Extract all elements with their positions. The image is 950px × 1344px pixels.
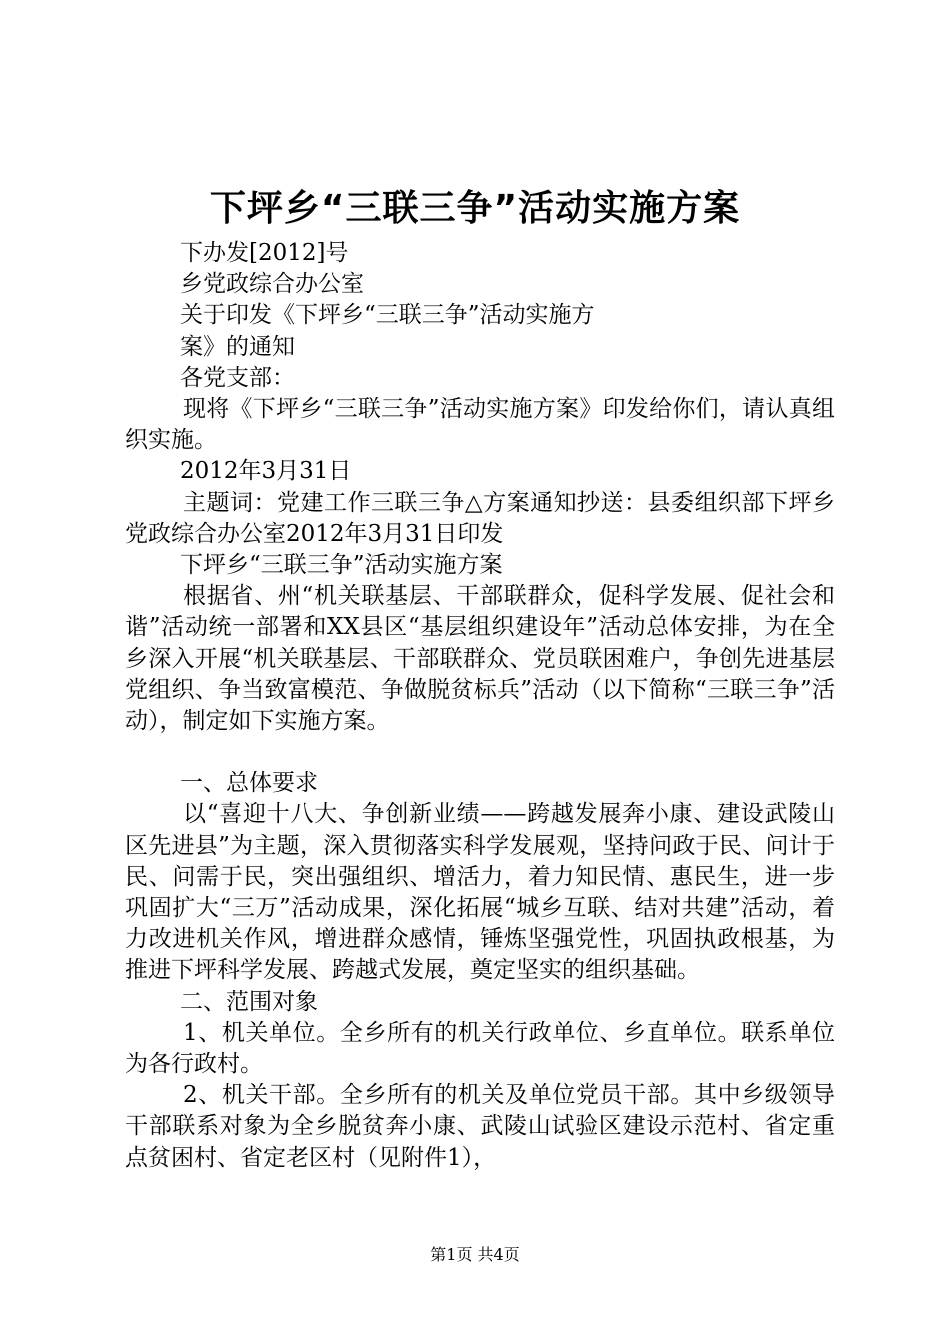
subtitle: 下坪乡“三联三争”活动实施方案 [180, 551, 503, 578]
doc-number: 下办发[2012]号 [180, 240, 349, 266]
intro-paragraph: 现将《下坪乡“三联三争”活动实施方案》印发给你们，请认真组织实施。 [125, 395, 835, 454]
section1-body: 以“喜迎十八大、争创新业绩——跨越发展奔小康、建设武陵山区先进县”为主题，深入贯彻落实科学发展观，坚持问政于民、问计于民、问需于民，突出强组织、增活力，着力知民情、惠民生，进一步巩固扩大“三万”活动成果，深化拓展“城乡互联、结对共建”活动，着力改进机关作风，增进群众感情，锤炼坚强党性，巩固执政根基，为推进下坪科学发展、跨越式发展，奠定坚实的组织基础。 [125, 801, 835, 984]
page-footer: 第1页 共4页 [430, 1245, 520, 1264]
paragraph-gap [125, 737, 835, 768]
notice-title-line1: 关于印发《下坪乡“三联三争”活动实施方 [180, 302, 595, 329]
main-paragraph: 根据省、州“机关联基层、干部联群众，促科学发展、促社会和谐”活动统一部署和XX县区“基层组织建设年”活动总体安排，为在全乡深入开展“机关联基层、干部联群众、党员联困难户，争创先进基层党组织、争当致富模范、争做脱贫标兵”活动（以下简称“三联三争”活动），制定如下实施方案。 [125, 583, 835, 734]
issuer: 乡党政综合办公室 [180, 271, 364, 298]
section2-item1: 1、机关单位。全乡所有的机关行政单位、乡直单位。联系单位为各行政村。 [125, 1019, 835, 1077]
section2-item2: 2、机关干部。全乡所有的机关及单位党员干部。其中乡级领导干部联系对象为全乡脱贫奔小康、武陵山试验区建设示范村、省定重点贫困村、省定老区村（见附件1）， [125, 1082, 835, 1171]
issue-date: 2012年3月31日 [180, 458, 352, 485]
salutation: 各党支部： [180, 364, 295, 391]
document-body [125, 238, 835, 1174]
document-title: 下坪乡“三联三争”活动实施方案 [209, 188, 741, 229]
notice-title-line2: 案》的通知 [180, 333, 295, 360]
section2-heading: 二、范围对象 [180, 988, 318, 1015]
keywords-paragraph: 主题词：党建工作三联三争△方案通知抄送：县委组织部下坪乡党政综合办公室2012年3月31日印发 [125, 489, 835, 547]
section1-heading: 一、总体要求 [180, 770, 318, 797]
